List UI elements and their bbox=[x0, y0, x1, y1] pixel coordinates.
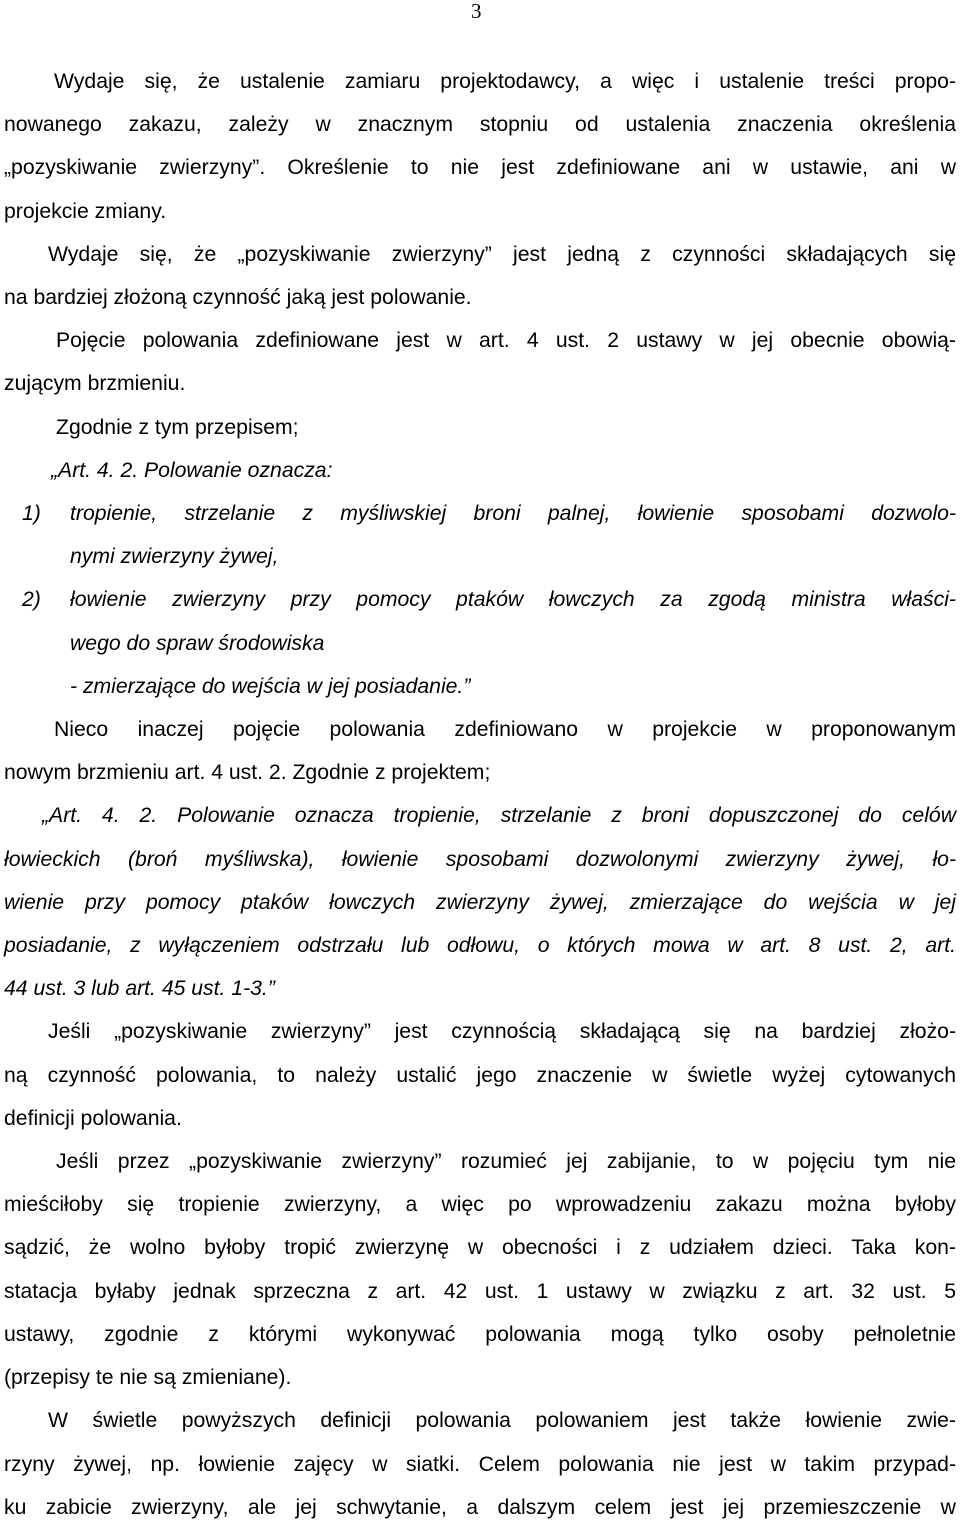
document-body bbox=[4, 60, 956, 1529]
text-line: łowieckich (broń myśliwska), łowienie sposobami dozwolonymi zwierzyny żywej, ło- bbox=[4, 847, 956, 871]
text-line: mieściłoby się tropienie zwierzyny, a więc po wprowadzeniu zakazu można byłoby bbox=[4, 1193, 956, 1217]
paragraph-7 bbox=[4, 1140, 956, 1399]
text-line: łowienie zwierzyny przy pomocy ptaków łowczych za zgodą ministra właści- bbox=[70, 588, 956, 612]
quote-tail: - zmierzające do wejścia w jej posiadanie.” bbox=[70, 674, 471, 698]
text-line: Wydaje się, że ustalenie zamiaru projektodawcy, a więc i ustalenie treści propo- bbox=[54, 70, 956, 93]
text-line: „Art. 4. 2. Polowanie oznacza tropienie, strzelanie z broni dopuszczonej do celów bbox=[42, 804, 956, 828]
text-line: „pozyskiwanie zwierzyny”. Określenie to nie jest zdefiniowane ani w ustawie, ani w bbox=[4, 156, 956, 180]
text-line: Jeśli „pozyskiwanie zwierzyny” jest czynnością składającą się na bardziej złożo- bbox=[48, 1020, 956, 1044]
text-line: statacja byłaby jednak sprzeczna z art. 42 ust. 1 ustawy w związku z art. 32 ust. 5 bbox=[4, 1279, 956, 1303]
paragraph-5 bbox=[4, 708, 956, 794]
page-number: 3 bbox=[471, 0, 482, 23]
text-line: nymi zwierzyny żywej, bbox=[70, 545, 279, 569]
text-line: Pojęcie polowania zdefiniowane jest w art. 4 ust. 2 ustawy w jej obecnie obowią- bbox=[56, 329, 956, 353]
quote-heading: „Art. 4. 2. Polowanie oznacza: bbox=[51, 458, 333, 482]
paragraph-3 bbox=[4, 319, 956, 405]
text-line: nowym brzmieniu art. 4 ust. 2. Zgodnie z projektem; bbox=[4, 761, 491, 785]
text-line: Nieco inaczej pojęcie polowania zdefiniowano w projekcie w proponowanym bbox=[54, 718, 956, 742]
quote-draft-law bbox=[4, 794, 956, 1010]
text-line: 44 ust. 3 lub art. 45 ust. 1-3.” bbox=[4, 977, 275, 1001]
text-line: nowanego zakazu, zależy w znacznym stopniu od ustalenia znaczenia określenia bbox=[4, 113, 956, 137]
list-number: 2) bbox=[22, 588, 41, 612]
list-number: 1) bbox=[22, 502, 41, 526]
text-line: posiadanie, z wyłączeniem odstrzału lub odłowu, o których mowa w art. 8 ust. 2, art. bbox=[4, 934, 956, 958]
text-line: wego do spraw środowiska bbox=[70, 631, 325, 655]
list-item-2 bbox=[4, 578, 956, 664]
list-item-1 bbox=[4, 492, 956, 578]
text-line: ustawy, zgodnie z którymi wykonywać polowania mogą tylko osoby pełnoletnie bbox=[4, 1322, 956, 1346]
text-line: Zgodnie z tym przepisem; bbox=[56, 415, 299, 439]
text-line: ku zabicie zwierzyny, ale jej schwytanie, a dalszym celem jest jej przemieszczenie w bbox=[4, 1495, 956, 1519]
text-line: ną czynność polowania, to należy ustalić jego znaczenie w świetle wyżej cytowanych bbox=[4, 1063, 956, 1087]
text-line: zującym brzmieniu. bbox=[4, 372, 186, 396]
paragraph-1 bbox=[4, 60, 956, 233]
paragraph-2 bbox=[4, 233, 956, 319]
quote-current-law bbox=[4, 449, 956, 708]
paragraph-4 bbox=[4, 406, 956, 449]
text-line: rzyny żywej, np. łowienie zajęcy w siatki. Celem polowania nie jest w takim przypad- bbox=[4, 1452, 956, 1476]
text-line: na bardziej złożoną czynność jaką jest polowanie. bbox=[4, 286, 472, 310]
text-line: projekcie zmiany. bbox=[4, 199, 167, 223]
text-line: W świetle powyższych definicji polowania polowaniem jest także łowienie zwie- bbox=[48, 1409, 956, 1433]
text-line: Jeśli przez „pozyskiwanie zwierzyny” rozumieć jej zabijanie, to w pojęciu tym nie bbox=[56, 1150, 956, 1174]
text-line: definicji polowania. bbox=[4, 1106, 182, 1130]
text-line: sądzić, że wolno byłoby tropić zwierzynę w obecności i z udziałem dzieci. Taka kon- bbox=[4, 1236, 956, 1260]
text-line: (przepisy te nie są zmieniane). bbox=[4, 1366, 292, 1390]
text-line: Wydaje się, że „pozyskiwanie zwierzyny” jest jedną z czynności składających się bbox=[48, 242, 956, 266]
paragraph-8 bbox=[4, 1399, 956, 1529]
text-line: tropienie, strzelanie z myśliwskiej broni palnej, łowienie sposobami dozwolo- bbox=[70, 502, 956, 526]
text-line: wienie przy pomocy ptaków łowczych zwierzyny żywej, zmierzające do wejścia w jej bbox=[4, 890, 956, 914]
paragraph-6 bbox=[4, 1010, 956, 1140]
